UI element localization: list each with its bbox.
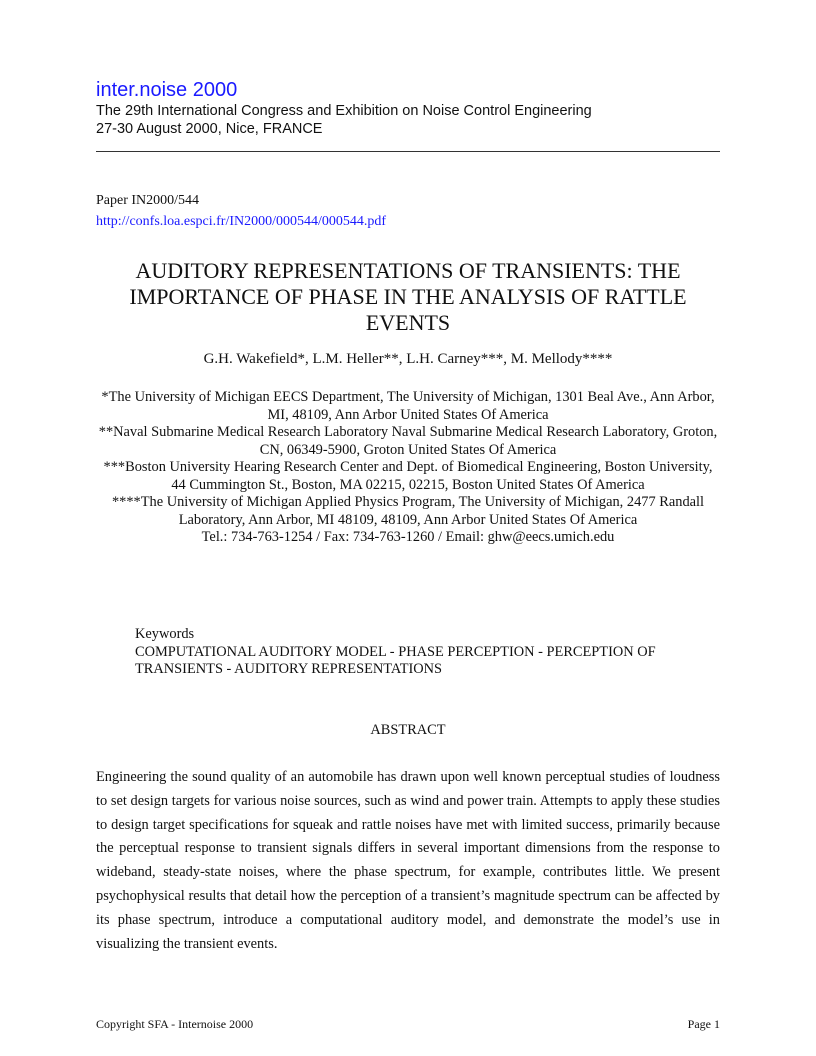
affiliation-1: *The University of Michigan EECS Department, The University of Michigan, 1301 Beal Ave., Ann Arbor, MI, 48109, Ann Arbor United States Of America — [101, 389, 715, 423]
date-place: 27-30 August 2000, Nice, FRANCE — [96, 121, 323, 137]
affiliation-4: ****The University of Michigan Applied Physics Program, The University of Michigan, 2477 Randall Laboratory, Ann Arbor, MI 48109, 48109, Ann Arbor United States Of America — [111, 494, 705, 528]
affiliation-2: **Naval Submarine Medical Research Laboratory Naval Submarine Medical Research Laboratory, Groton, CN, 06349-5900, Groton United States Of America — [98, 424, 718, 458]
paper-url-link[interactable]: http://confs.loa.espci.fr/IN2000/000544/000544.pdf — [96, 214, 387, 229]
author-list: G.H. Wakefield*, L.M. Heller**, L.H. Carney***, M. Mellody**** — [203, 351, 613, 367]
conference-header — [96, 78, 720, 138]
congress-line: The 29th International Congress and Exhibition on Noise Control Engineering — [96, 103, 592, 119]
paper-title: AUDITORY REPRESENTATIONS OF TRANSIENTS: THE IMPORTANCE OF PHASE IN THE ANALYSIS OF RATTLE EVENTS — [129, 258, 687, 335]
affiliations — [96, 389, 720, 547]
abstract-heading: ABSTRACT — [370, 722, 446, 738]
contact-line: Tel.: 734-763-1254 / Fax: 734-763-1260 / Email: ghw@eecs.umich.edu — [201, 529, 615, 545]
footer-copyright: Copyright SFA - Internoise 2000 — [96, 1017, 254, 1031]
footer-page-number: Page 1 — [687, 1017, 720, 1031]
abstract-body: Engineering the sound quality of an automobile has drawn upon well known perceptual studies of loudness to set design targets for various noise sources, such as wind and power train. Attempts to apply these studies to design target specifications for squeak and rattle noises have met with limited success, primarily because the perceptual response to transient signals differs in several important dimensions from the response to wideband, steady-state noises, where the phase spectrum, for example, contributes little. We present psychophysical results that detail how the perception of a transient’s magnitude spectrum can be affected by its phase spectrum, introduce a computational auditory model, and demonstrate the model’s use in visualizing the transient events. — [96, 769, 720, 952]
paper-id: Paper IN2000/544 — [96, 193, 200, 208]
keywords-label: Keywords — [135, 626, 195, 642]
keywords-section — [135, 626, 695, 679]
conference-name: inter.noise 2000 — [96, 79, 238, 101]
header-divider — [96, 151, 720, 152]
keywords-text: COMPUTATIONAL AUDITORY MODEL - PHASE PERCEPTION - PERCEPTION OF TRANSIENTS - AUDITORY REPRESENTATIONS — [135, 643, 656, 677]
affiliation-3: ***Boston University Hearing Research Center and Dept. of Biomedical Engineering, Boston University, 44 Cummington St., Boston, MA 02215, 02215, Boston United States Of America — [103, 459, 713, 493]
